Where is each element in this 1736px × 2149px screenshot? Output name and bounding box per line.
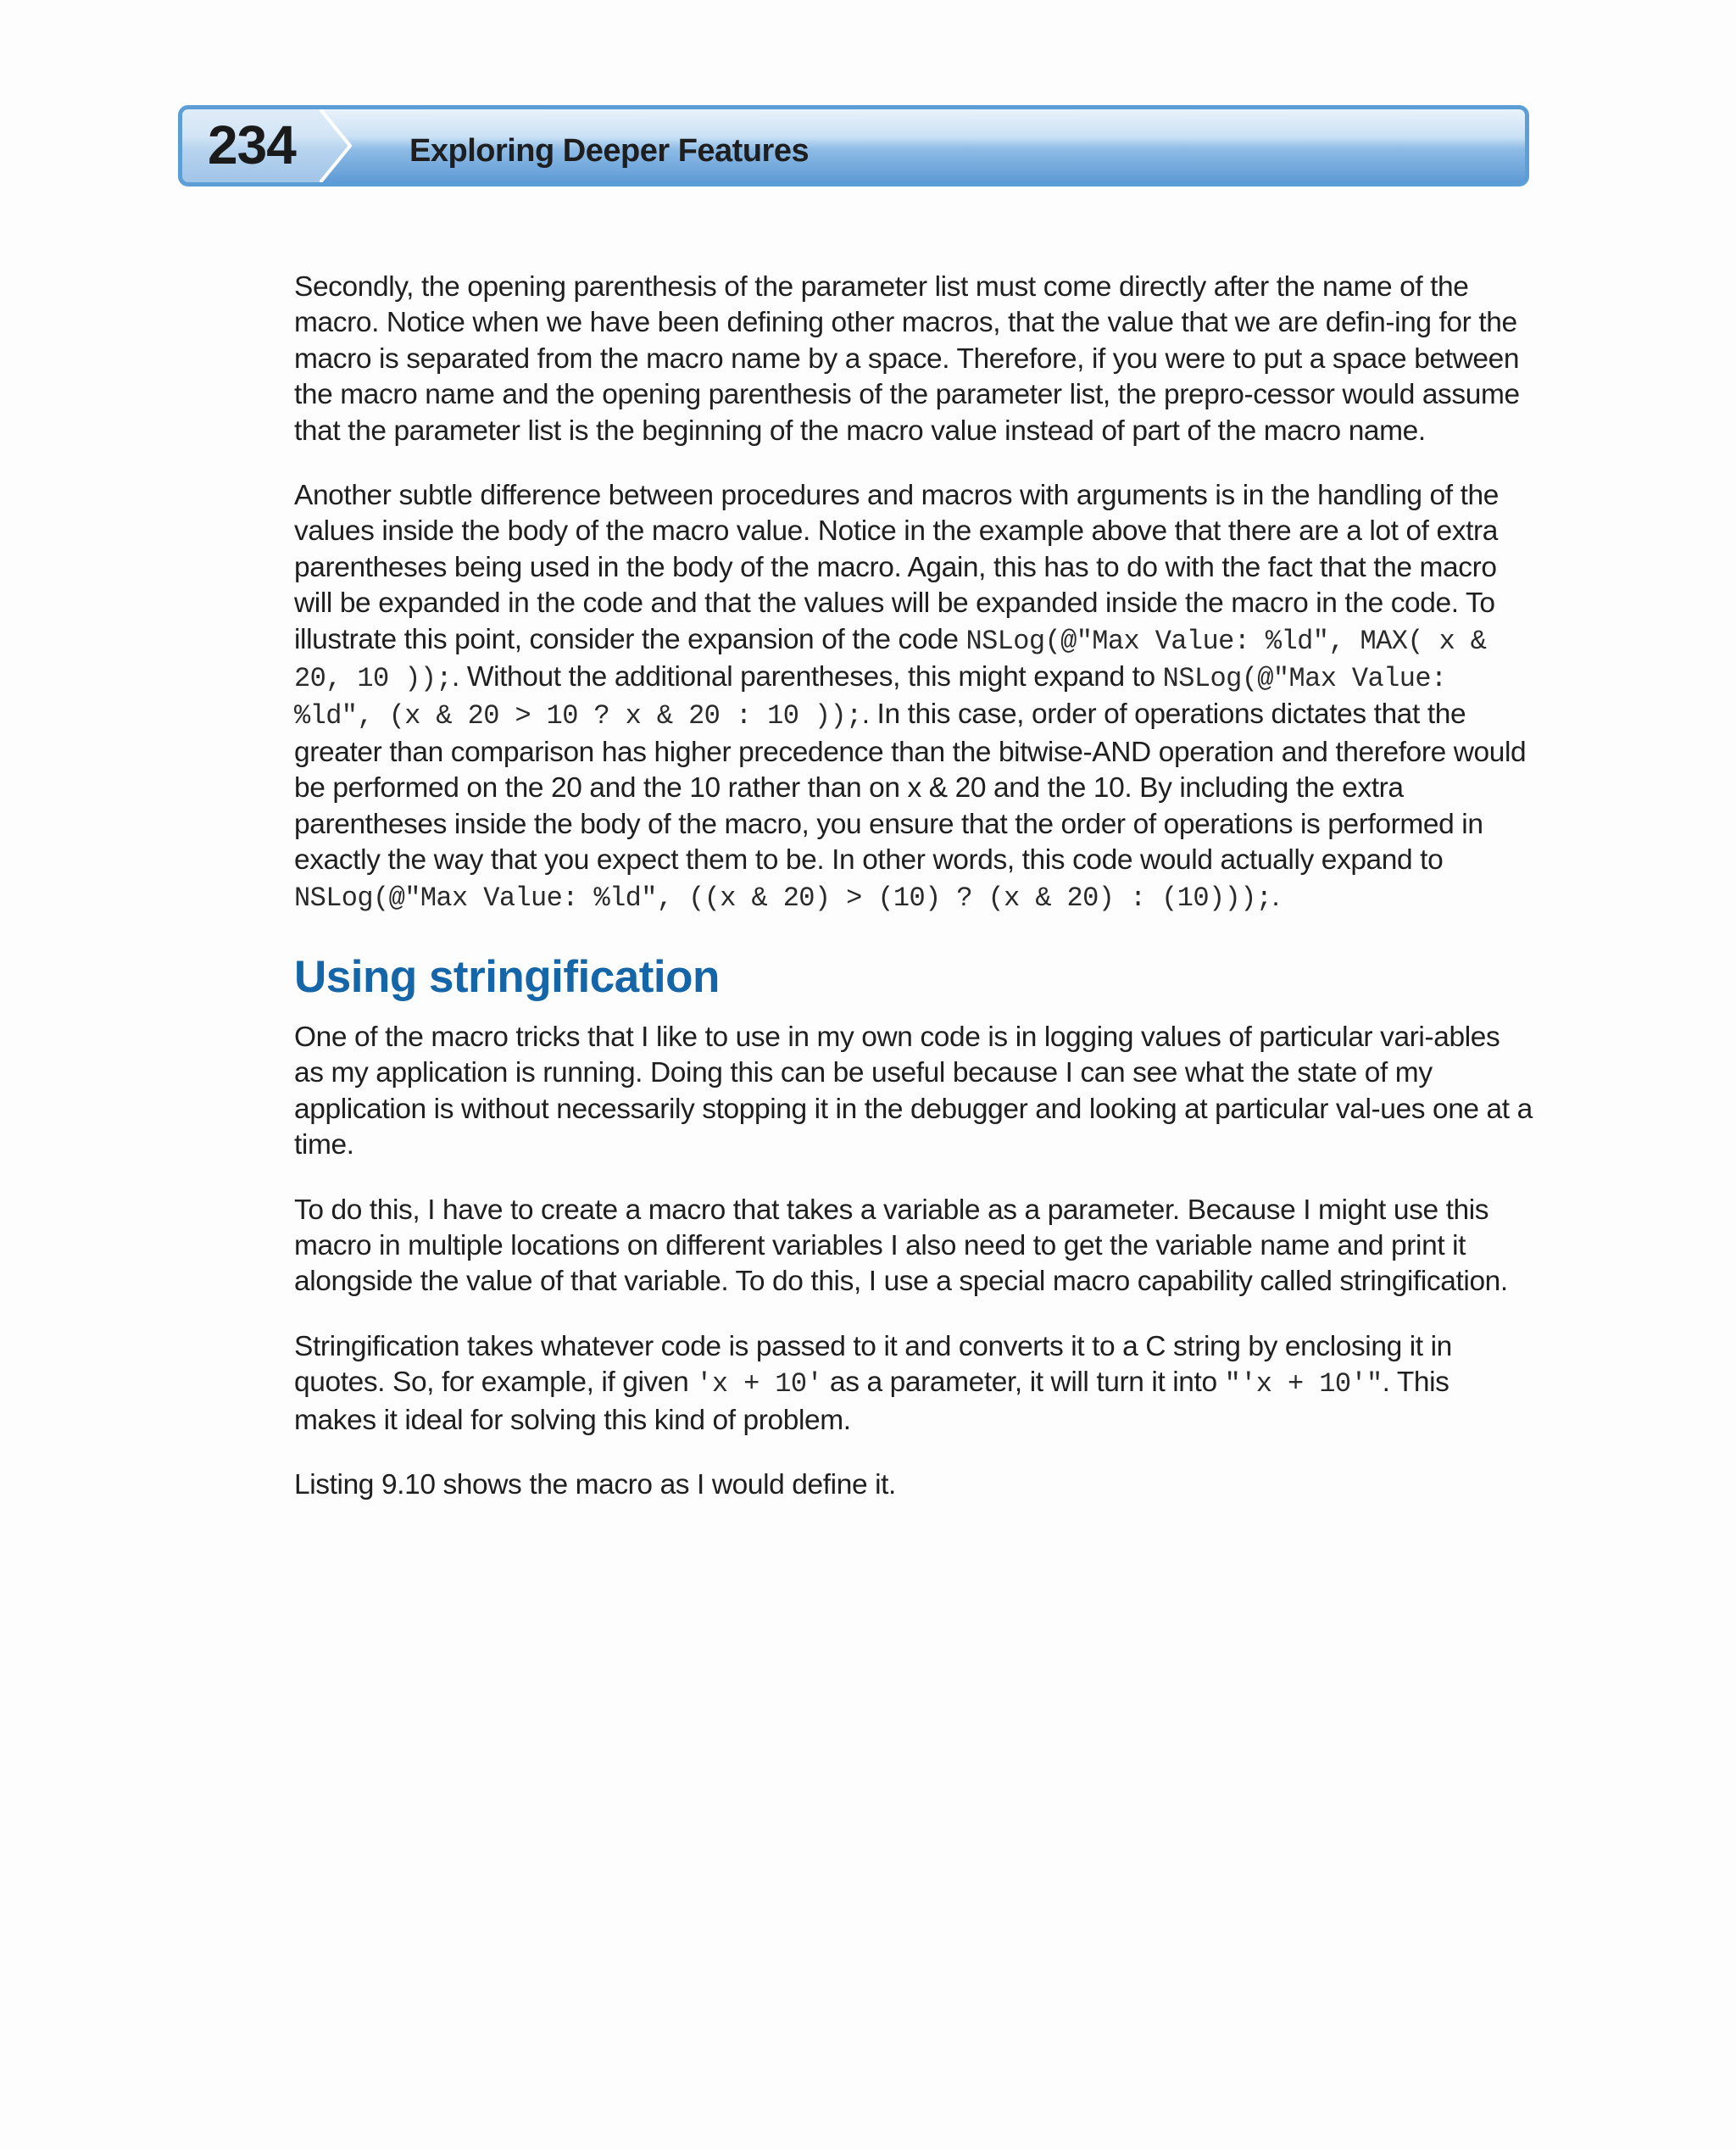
- paragraph-text: . In this case, order of operations dictates that the greater than comparison has higher precedence than the bitwise-AND operation and therefore would be performed on the 20 and the 10 rather than on x & 20 and the 10. By including the extra parentheses inside the body of the macro, you ensure that the order of operations is performed in exactly the way that you expect them to be. In other words, this code would actually expand to: [294, 699, 1527, 877]
- section-heading: Using stringification: [294, 951, 720, 1002]
- running-header-bar: [178, 105, 1529, 187]
- paragraph-logging-values: [294, 1020, 1533, 1164]
- page-body: [294, 270, 1533, 1532]
- code-snippet-string-result: "'x + 10'": [1224, 1368, 1383, 1400]
- paragraph-text: . This makes it ideal for solving this kind of problem.: [294, 1367, 1449, 1436]
- paragraph-macro-arguments: [294, 478, 1533, 916]
- paragraph-text: . Without the additional parentheses, this might expand to: [452, 661, 1163, 693]
- code-snippet-parameter: 'x + 10': [696, 1368, 823, 1400]
- paragraph-text: Another subtle difference between procedures and macros with arguments is in the handling of the values inside the body of the macro value. Notice in the example above that there are a lot of extra parentheses being used in the body of the macro. Again, this has to do with the fact that the macro will be expanded in the code and that the values will be expanded inside the macro in the code. To illustrate this point, consider the expansion of the code: [294, 480, 1499, 655]
- running-title: Exploring Deeper Features: [409, 133, 810, 169]
- code-snippet-naive-expansion: NSLog(@"Max Value: %ld", (x & 20 > 10 ? x & 20 : 10 ));: [294, 663, 1447, 732]
- paragraph-text: .: [1271, 880, 1280, 912]
- code-snippet-correct-expansion: NSLog(@"Max Value: %ld", ((x & 20) > (10) ? (x & 20) : (10)));: [294, 882, 1272, 914]
- code-snippet-max-call: NSLog(@"Max Value: %ld", MAX( x & 20, 10 ));: [294, 625, 1487, 695]
- paragraph-text: Stringification takes whatever code is passed to it and converts it to a C string by enclosing it in quotes. So, for example, if given: [294, 1330, 1452, 1399]
- paragraph-text: as a parameter, it will turn it into: [822, 1367, 1225, 1399]
- paragraph-variable-parameter: [294, 1193, 1533, 1300]
- paragraph-listing-reference: [294, 1467, 1533, 1503]
- page-number: 234: [208, 114, 296, 175]
- paragraph-text: One of the macro tricks that I like to use in my own code is in logging values of particular vari-ables as my application is running. Doing this can be useful because I can see what the state of my application is without necessarily stopping it in the debugger and looking at particular val-ues one at a time.: [294, 1021, 1533, 1161]
- paragraph-text: To do this, I have to create a macro that takes a variable as a parameter. Because I might use this macro in multiple locations on different variables I also need to get the variable name and print it alongside the value of that variable. To do this, I use a special macro capability called stringification.: [294, 1194, 1508, 1298]
- paragraph-text: Secondly, the opening parenthesis of the parameter list must come directly after the name of the macro. Notice when we have been defining other macros, that the value that we are defin-ing for the macro is separated from the macro name by a space. Therefore, if you were to put a space between the macro name and the opening parenthesis of the parameter list, the prepro-cessor would assume that the parameter list is the beginning of the macro value instead of part of the macro name.: [294, 271, 1520, 447]
- paragraph-text: Listing 9.10 shows the macro as I would define it.: [294, 1468, 896, 1500]
- paragraph-stringification: [294, 1329, 1533, 1439]
- paragraph-parameter-list: [294, 270, 1533, 449]
